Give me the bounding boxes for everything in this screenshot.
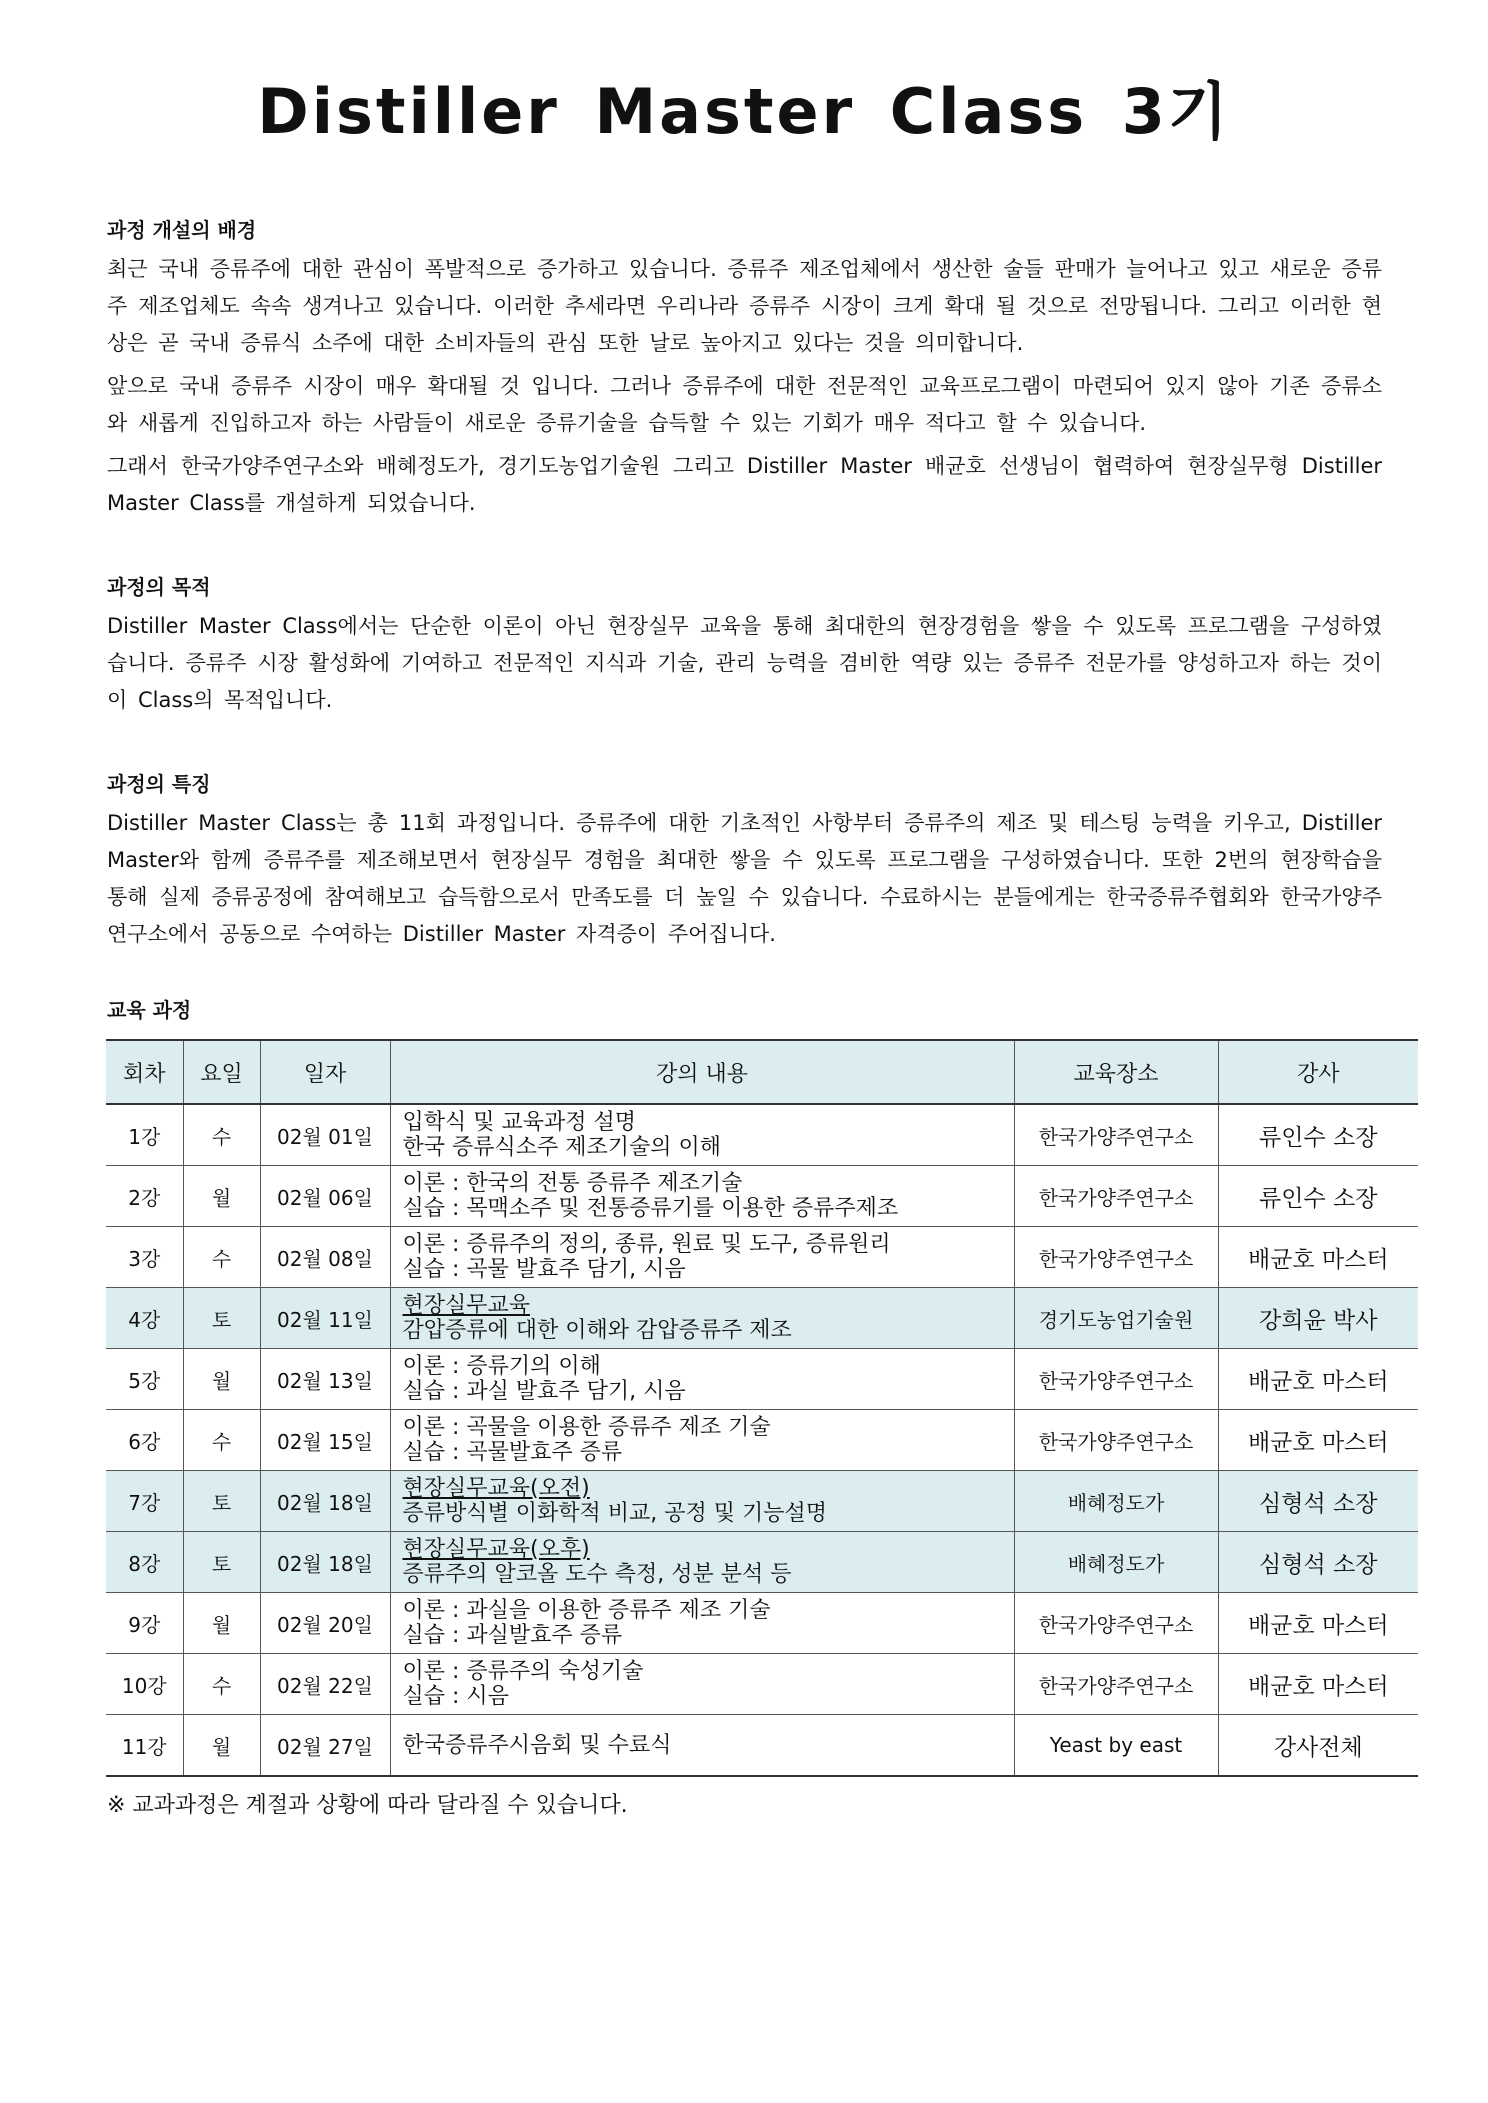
footnote: ※ 교과과정은 계절과 상황에 따라 달라질 수 있습니다. xyxy=(107,1793,628,1818)
table-row xyxy=(106,1654,1418,1715)
cell-day: 수 xyxy=(183,1104,260,1166)
cell-session: 6강 xyxy=(106,1410,183,1471)
section-background xyxy=(107,215,1382,522)
content-line-1: 현장실무교육(오전) xyxy=(402,1476,590,1501)
table-row xyxy=(106,1166,1418,1227)
cell-session: 7강 xyxy=(106,1471,183,1532)
cell-place: Yeast by east xyxy=(1014,1715,1218,1777)
header-date: 일자 xyxy=(260,1040,390,1104)
content-line-1: 이론 : 한국의 전통 증류주 제조기술 xyxy=(402,1171,743,1196)
purpose-paragraph: Distiller Master Class에서는 단순한 이론이 아닌 현장실무 교육을 통해 최대한의 현장경험을 쌓을 수 있도록 프로그램을 구성하였습니다. 증류주 시장 활성화에 기여하고 전문적인 지식과 기술, 관리 능력을 겸비한 역량 있는 증류주 전문가를 양성하고자 하는 것이 이 Class의 목적입니다. xyxy=(107,614,1382,712)
cell-content xyxy=(390,1410,1014,1471)
cell-content xyxy=(390,1593,1014,1654)
header-day: 요일 xyxy=(183,1040,260,1104)
content-line-1: 이론 : 증류기의 이해 xyxy=(402,1354,601,1379)
cell-place: 한국가양주연구소 xyxy=(1014,1654,1218,1715)
cell-place: 한국가양주연구소 xyxy=(1014,1166,1218,1227)
cell-place: 한국가양주연구소 xyxy=(1014,1410,1218,1471)
cell-lecturer: 배균호 마스터 xyxy=(1218,1410,1418,1471)
table-row xyxy=(106,1227,1418,1288)
header-session: 회차 xyxy=(106,1040,183,1104)
content-line-1: 이론 : 곡물을 이용한 증류주 제조 기술 xyxy=(402,1415,771,1440)
cell-session: 9강 xyxy=(106,1593,183,1654)
cell-day: 월 xyxy=(183,1715,260,1777)
content-line-2: 실습 : 곡물발효주 증류 xyxy=(402,1440,623,1465)
table-row xyxy=(106,1532,1418,1593)
section-heading-features: 과정의 특징 xyxy=(107,772,211,796)
table-row xyxy=(106,1715,1418,1777)
cell-content xyxy=(390,1715,1014,1777)
background-paragraph-1: 최근 국내 증류주에 대한 관심이 폭발적으로 증가하고 있습니다. 증류주 제조업체에서 생산한 술들 판매가 늘어나고 있고 새로운 증류주 제조업체도 속속 생겨나고 있습니다. 이러한 추세라면 우리나라 증류주 시장이 크게 확대 될 것으로 전망됩니다. 그리고 이러한 현상은 곧 국내 증류식 소주에 대한 소비자들의 관심 또한 날로 높아지고 있다는 것을 의미합니다. xyxy=(107,257,1383,355)
document-title: Distiller Master Class 3기 xyxy=(257,75,1231,148)
cell-lecturer: 배균호 마스터 xyxy=(1218,1227,1418,1288)
section-purpose xyxy=(107,572,1382,719)
table-header-row xyxy=(106,1040,1418,1104)
content-line-2: 실습 : 시음 xyxy=(402,1684,509,1709)
cell-content xyxy=(390,1532,1014,1593)
cell-date: 02월 11일 xyxy=(260,1288,390,1349)
cell-place: 한국가양주연구소 xyxy=(1014,1227,1218,1288)
header-lecturer: 강사 xyxy=(1218,1040,1418,1104)
header-place: 교육장소 xyxy=(1014,1040,1218,1104)
cell-session: 10강 xyxy=(106,1654,183,1715)
content-line-2: 한국 증류식소주 제조기술의 이해 xyxy=(402,1135,722,1160)
cell-place: 배혜정도가 xyxy=(1014,1471,1218,1532)
cell-session: 1강 xyxy=(106,1104,183,1166)
content-line-2: 실습 : 목맥소주 및 전통증류기를 이용한 증류주제조 xyxy=(402,1196,899,1221)
content-line-2: 증류방식별 이화학적 비교, 공정 및 기능설명 xyxy=(402,1501,827,1526)
content-line-1: 이론 : 증류주의 정의, 종류, 원료 및 도구, 증류원리 xyxy=(402,1232,891,1257)
table-row xyxy=(106,1410,1418,1471)
features-paragraph: Distiller Master Class는 총 11회 과정입니다. 증류주에 대한 기초적인 사항부터 증류주의 제조 및 테스팅 능력을 키우고, Distiller Master와 함께 증류주를 제조해보면서 현장실무 경험을 최대한 쌓을 수 있도록 프로그램을 구성하였습니다. 또한 2번의 현장학습을 통해 실제 증류공정에 참여해보고 습득함으로서 만족도를 더 높일 수 있습니다. 수료하시는 분들에게는 한국증류주협회와 한국가양주연구소에서 공동으로 수여하는 Distiller Master 자격증이 주어집니다. xyxy=(107,811,1382,946)
cell-day: 월 xyxy=(183,1349,260,1410)
cell-lecturer: 강사전체 xyxy=(1218,1715,1418,1777)
header-content: 강의 내용 xyxy=(390,1040,1014,1104)
cell-content xyxy=(390,1104,1014,1166)
cell-lecturer: 배균호 마스터 xyxy=(1218,1654,1418,1715)
cell-lecturer: 류인수 소장 xyxy=(1218,1166,1418,1227)
cell-content xyxy=(390,1227,1014,1288)
section-heading-background: 과정 개설의 배경 xyxy=(107,218,257,242)
cell-lecturer: 배균호 마스터 xyxy=(1218,1349,1418,1410)
section-features xyxy=(107,769,1382,953)
cell-date: 02월 20일 xyxy=(260,1593,390,1654)
cell-date: 02월 06일 xyxy=(260,1166,390,1227)
section-heading-purpose: 과정의 목적 xyxy=(107,575,211,599)
document-body xyxy=(107,215,1389,1821)
cell-date: 02월 18일 xyxy=(260,1471,390,1532)
cell-session: 11강 xyxy=(106,1715,183,1777)
table-row xyxy=(106,1593,1418,1654)
cell-session: 3강 xyxy=(106,1227,183,1288)
section-heading-curriculum: 교육 과정 xyxy=(107,998,192,1022)
content-line-2: 실습 : 곡물 발효주 담기, 시음 xyxy=(402,1257,686,1282)
cell-content xyxy=(390,1288,1014,1349)
cell-content xyxy=(390,1166,1014,1227)
cell-date: 02월 18일 xyxy=(260,1532,390,1593)
cell-date: 02월 15일 xyxy=(260,1410,390,1471)
table-body xyxy=(106,1104,1418,1776)
content-line-1: 한국증류주시음회 및 수료식 xyxy=(402,1732,672,1758)
cell-lecturer: 강희윤 박사 xyxy=(1218,1288,1418,1349)
cell-date: 02월 27일 xyxy=(260,1715,390,1777)
table-row xyxy=(106,1104,1418,1166)
cell-date: 02월 01일 xyxy=(260,1104,390,1166)
cell-content xyxy=(390,1349,1014,1410)
cell-lecturer: 류인수 소장 xyxy=(1218,1104,1418,1166)
cell-day: 토 xyxy=(183,1471,260,1532)
content-line-2: 감압증류에 대한 이해와 감압증류주 제조 xyxy=(402,1318,792,1343)
cell-session: 2강 xyxy=(106,1166,183,1227)
content-line-1: 현장실무교육(오후) xyxy=(402,1537,590,1562)
cell-place: 한국가양주연구소 xyxy=(1014,1104,1218,1166)
section-curriculum xyxy=(107,995,1389,1821)
cell-day: 월 xyxy=(183,1593,260,1654)
cell-place: 경기도농업기술원 xyxy=(1014,1288,1218,1349)
cell-lecturer: 배균호 마스터 xyxy=(1218,1593,1418,1654)
cell-day: 월 xyxy=(183,1166,260,1227)
cell-date: 02월 13일 xyxy=(260,1349,390,1410)
table-row xyxy=(106,1471,1418,1532)
background-paragraph-3: 그래서 한국가양주연구소와 배혜정도가, 경기도농업기술원 그리고 Distiller Master 배균호 선생님이 협력하여 현장실무형 Distiller Master Class를 개설하게 되었습니다. xyxy=(107,454,1382,515)
content-line-1: 입학식 및 교육과정 설명 xyxy=(402,1110,637,1135)
curriculum-table xyxy=(106,1039,1418,1777)
cell-content xyxy=(390,1471,1014,1532)
content-line-1: 이론 : 과실을 이용한 증류주 제조 기술 xyxy=(402,1598,771,1623)
cell-date: 02월 22일 xyxy=(260,1654,390,1715)
cell-place: 한국가양주연구소 xyxy=(1014,1593,1218,1654)
table-row xyxy=(106,1288,1418,1349)
content-line-2: 증류주의 알코올 도수 측정, 성분 분석 등 xyxy=(402,1562,792,1587)
content-line-1: 이론 : 증류주의 숙성기술 xyxy=(402,1659,644,1684)
cell-day: 토 xyxy=(183,1532,260,1593)
cell-content xyxy=(390,1654,1014,1715)
cell-place: 배혜정도가 xyxy=(1014,1532,1218,1593)
content-line-2: 실습 : 과실발효주 증류 xyxy=(402,1623,623,1648)
cell-session: 5강 xyxy=(106,1349,183,1410)
content-line-2: 실습 : 과실 발효주 담기, 시음 xyxy=(402,1379,686,1404)
cell-date: 02월 08일 xyxy=(260,1227,390,1288)
content-line-1: 현장실무교육 xyxy=(402,1293,531,1318)
table-row xyxy=(106,1349,1418,1410)
cell-day: 수 xyxy=(183,1654,260,1715)
cell-session: 8강 xyxy=(106,1532,183,1593)
cell-day: 수 xyxy=(183,1410,260,1471)
background-paragraph-2: 앞으로 국내 증류주 시장이 매우 확대될 것 입니다. 그러나 증류주에 대한 전문적인 교육프로그램이 마련되어 있지 않아 기존 증류소와 새롭게 진입하고자 하는 사람들이 새로운 증류기술을 습득할 수 있는 기회가 매우 적다고 할 수 있습니다. xyxy=(107,374,1382,435)
cell-session: 4강 xyxy=(106,1288,183,1349)
cell-day: 수 xyxy=(183,1227,260,1288)
cell-lecturer: 심형석 소장 xyxy=(1218,1471,1418,1532)
cell-place: 한국가양주연구소 xyxy=(1014,1349,1218,1410)
cell-lecturer: 심형석 소장 xyxy=(1218,1532,1418,1593)
cell-day: 토 xyxy=(183,1288,260,1349)
